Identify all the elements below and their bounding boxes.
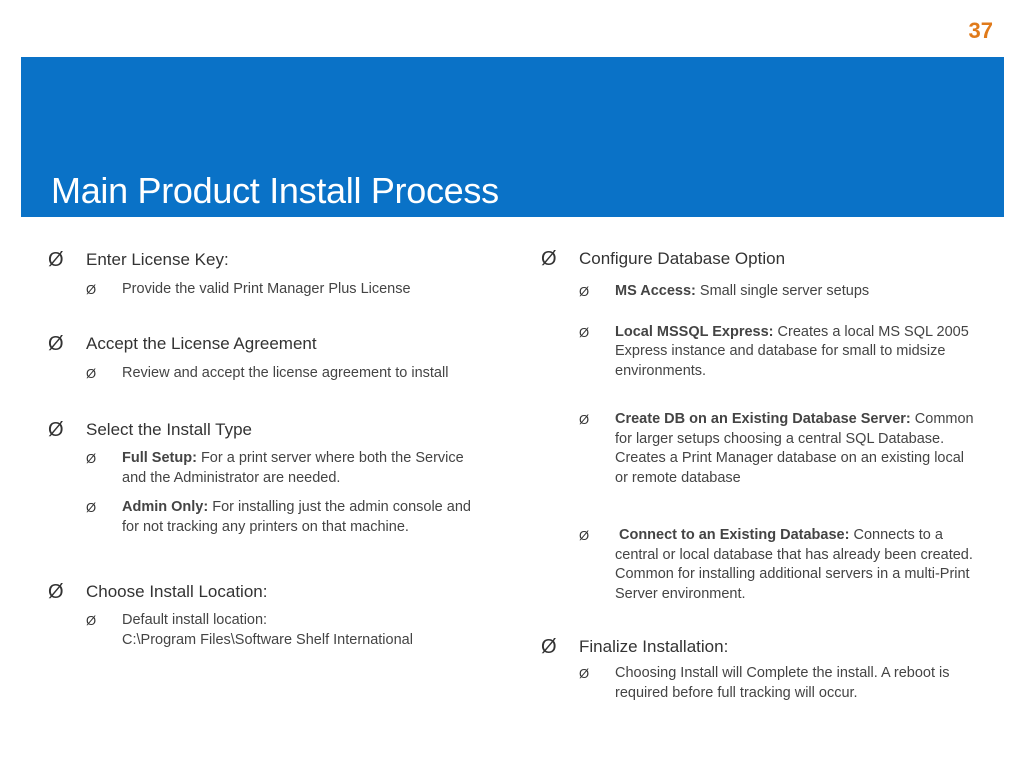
arrow-bullet-icon: Ø <box>579 324 590 340</box>
create-db-term: Create DB on an Existing Database Server: <box>615 411 911 427</box>
bullet-license-key <box>48 249 508 300</box>
page-title: Main Product Install Process <box>51 170 499 211</box>
arrow-bullet-icon: Ø <box>86 500 97 515</box>
full-setup-term: Full Setup: <box>122 450 197 466</box>
ms-access-text: Small single server setups <box>695 283 870 299</box>
arrow-bullet-icon: Ø <box>86 613 97 628</box>
arrow-bullet-icon: Ø <box>48 581 64 603</box>
mssql-text: Creates a local MS SQL 2005 Express instance and database for small to midsize environments. <box>615 323 969 379</box>
bullet-label: Enter License Key: <box>86 250 229 269</box>
bullet-label: Finalize Installation: <box>579 637 729 656</box>
arrow-bullet-icon: Ø <box>579 666 590 681</box>
sub-bullet-text: Provide the valid Print Manager Plus License <box>122 281 411 297</box>
sub-bullet-text: Review and accept the license agreement to install <box>122 364 449 381</box>
bullet-finalize <box>541 636 991 703</box>
page-number: 37 <box>968 18 993 43</box>
arrow-bullet-icon: Ø <box>48 419 64 441</box>
admin-only-text: For installing just the admin console and for not tracking any printers on that machine. <box>122 499 471 535</box>
bullet-label: Accept the License Agreement <box>86 333 317 353</box>
connect-db-text: Connects to a central or local database that has already been created. Common for installing additional servers in a multi-Print Server environment. <box>615 527 973 602</box>
arrow-bullet-icon: Ø <box>579 412 590 427</box>
connect-db-term: Connect to an Existing Database: <box>619 527 850 543</box>
arrow-bullet-icon: Ø <box>579 528 590 543</box>
bullet-install-location <box>48 581 508 650</box>
bullet-label: Configure Database Option <box>579 249 786 268</box>
arrow-bullet-icon: Ø <box>86 365 97 381</box>
mssql-term: Local MSSQL Express: <box>615 323 774 340</box>
bullet-label: Choose Install Location: <box>86 582 268 601</box>
arrow-bullet-icon: Ø <box>86 282 97 297</box>
bullet-install-type <box>48 419 508 537</box>
bullet-label: Select the Install Type <box>86 420 253 439</box>
full-setup-text: For a print server where both the Service and the Administrator are needed. <box>122 450 464 486</box>
bullet-license-agreement <box>48 333 508 384</box>
bullet-database-option <box>541 248 991 604</box>
ms-access-term: MS Access: <box>615 283 696 299</box>
arrow-bullet-icon: Ø <box>48 332 64 355</box>
arrow-bullet-icon: Ø <box>541 248 557 270</box>
sub-bullet-text: Choosing Install will Complete the install. A reboot is required before full tracking will occur. <box>615 665 950 701</box>
title-banner <box>21 57 1004 217</box>
arrow-bullet-icon: Ø <box>48 249 64 271</box>
arrow-bullet-icon: Ø <box>86 451 97 466</box>
create-db-text: Common for larger setups choosing a central SQL Database. Creates a Print Manager database on an existing local or remote database <box>615 411 974 486</box>
admin-only-term: Admin Only: <box>122 499 209 515</box>
install-location-path: C:\Program Files\Software Shelf International <box>122 631 413 648</box>
arrow-bullet-icon: Ø <box>541 636 557 658</box>
right-column <box>541 246 991 703</box>
arrow-bullet-icon: Ø <box>579 284 590 299</box>
install-location-line1: Default install location: <box>122 612 268 628</box>
left-column <box>48 246 508 650</box>
